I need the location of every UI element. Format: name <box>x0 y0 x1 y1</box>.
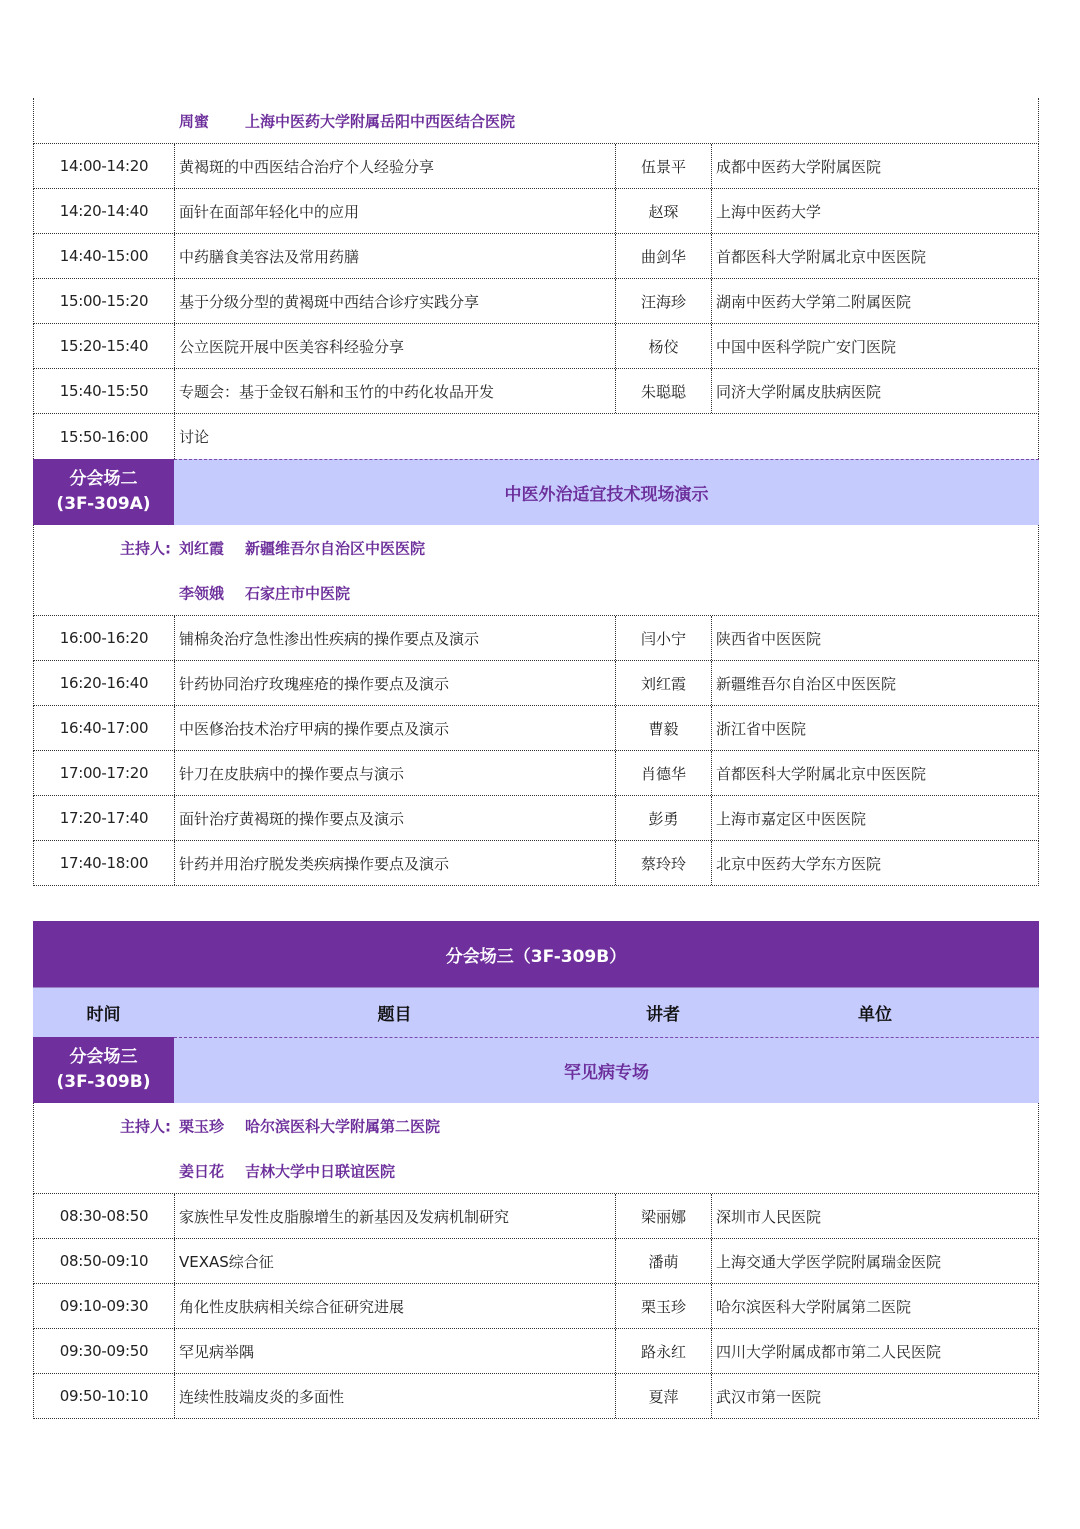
unit-cell: 新疆维吾尔自治区中医医院 <box>716 674 897 693</box>
speaker-cell: 栗玉珍 <box>616 1284 712 1328</box>
session3-hosts <box>33 1103 1039 1194</box>
time-cell: 14:40-15:00 <box>34 234 175 278</box>
col-header-time: 时间 <box>86 1005 121 1025</box>
topic-cell: 针刀在皮肤病中的操作要点与演示 <box>175 751 616 795</box>
unit-cell: 武汉市第一医院 <box>716 1387 822 1406</box>
table-row <box>33 661 1039 706</box>
session2-hosts <box>33 525 1039 616</box>
host-org: 哈尔滨医科大学附属第二医院 <box>245 1117 441 1135</box>
host-org: 上海中医药大学附属岳阳中西医结合医院 <box>245 112 516 130</box>
unit-cell: 北京中医药大学东方医院 <box>716 854 882 873</box>
time-cell: 15:50-16:00 <box>34 414 175 459</box>
host-label: 主持人: <box>120 539 171 557</box>
discussion-row <box>33 414 1039 459</box>
unit-cell: 首都医科大学附属北京中医医院 <box>716 764 927 783</box>
unit-cell: 上海交通大学医学院附属瑞金医院 <box>716 1252 942 1271</box>
time-cell: 14:20-14:40 <box>34 189 175 233</box>
column-headers <box>33 988 1039 1037</box>
session-tag-line1: 分会场二 <box>69 469 138 489</box>
time-cell: 17:40-18:00 <box>34 841 175 885</box>
speaker-cell: 夏萍 <box>616 1374 712 1418</box>
unit-cell: 哈尔滨医科大学附属第二医院 <box>716 1297 912 1316</box>
topic-cell: 面针治疗黄褐斑的操作要点及演示 <box>175 796 616 840</box>
time-cell: 09:50-10:10 <box>34 1374 175 1418</box>
unit-cell: 湖南中医药大学第二附属医院 <box>716 292 912 311</box>
unit-cell: 浙江省中医院 <box>716 719 807 738</box>
time-cell: 16:00-16:20 <box>34 616 175 660</box>
table-row <box>33 369 1039 414</box>
speaker-cell: 曹毅 <box>616 706 712 750</box>
speaker-cell: 刘红霞 <box>616 661 712 705</box>
host-label: 主持人: <box>120 1117 171 1135</box>
table-row <box>33 616 1039 661</box>
topic-cell: 铺棉灸治疗急性渗出性疾病的操作要点及演示 <box>175 616 616 660</box>
host-name: 李领娥 <box>179 584 225 602</box>
topic-cell: 罕见病举隅 <box>175 1329 616 1373</box>
session2-header <box>33 459 1039 525</box>
speaker-cell: 朱聪聪 <box>616 369 712 413</box>
host-name: 刘红霞 <box>179 539 225 557</box>
speaker-cell: 蔡玲玲 <box>616 841 712 885</box>
session-tag-line1: 分会场三 <box>69 1047 138 1067</box>
topic-cell: 中药膳食美容法及常用药膳 <box>175 234 616 278</box>
topic-cell: 面针在面部年轻化中的应用 <box>175 189 616 233</box>
table-row <box>33 1329 1039 1374</box>
table-row <box>33 751 1039 796</box>
speaker-cell: 闫小宁 <box>616 616 712 660</box>
topic-cell: 角化性皮肤病相关综合征研究进展 <box>175 1284 616 1328</box>
section-title: 分会场三（3F-309B） <box>33 921 1039 988</box>
topic-cell: 黄褐斑的中西医结合治疗个人经验分享 <box>175 144 616 188</box>
col-header-topic: 题目 <box>377 1005 412 1025</box>
session-tag-line2: (3F-309B) <box>56 1072 151 1092</box>
time-cell: 14:00-14:20 <box>34 144 175 188</box>
table-row <box>33 279 1039 324</box>
session2-title: 中医外治适宜技术现场演示 <box>174 459 1039 525</box>
time-cell: 08:30-08:50 <box>34 1194 175 1238</box>
unit-cell: 陕西省中医医院 <box>716 629 822 648</box>
table-row <box>33 234 1039 279</box>
table-row <box>33 841 1039 886</box>
topic-cell: 中医修治技术治疗甲病的操作要点及演示 <box>175 706 616 750</box>
topic-cell: 专题会：基于金钗石斛和玉竹的中药化妆品开发 <box>175 369 616 413</box>
host-org: 吉林大学中日联谊医院 <box>245 1162 396 1180</box>
table-row <box>33 189 1039 234</box>
session3-tag <box>33 1037 174 1103</box>
host-name: 姜日花 <box>179 1162 225 1180</box>
speaker-cell: 杨佼 <box>616 324 712 368</box>
session3-table <box>33 921 1039 1419</box>
col-header-unit: 单位 <box>858 1005 892 1025</box>
unit-cell: 上海中医药大学 <box>716 202 822 221</box>
time-cell: 09:10-09:30 <box>34 1284 175 1328</box>
session1-tail <box>33 98 1039 886</box>
table-row <box>33 1374 1039 1419</box>
topic-cell: 讨论 <box>179 428 210 446</box>
time-cell: 16:20-16:40 <box>34 661 175 705</box>
time-cell: 15:40-15:50 <box>34 369 175 413</box>
speaker-cell: 路永红 <box>616 1329 712 1373</box>
col-header-speaker: 讲者 <box>646 1005 680 1025</box>
speaker-cell: 伍景平 <box>616 144 712 188</box>
topic-cell: 基于分级分型的黄褐斑中西结合诊疗实践分享 <box>175 279 616 323</box>
speaker-cell: 彭勇 <box>616 796 712 840</box>
time-cell: 15:20-15:40 <box>34 324 175 368</box>
table-row <box>33 706 1039 751</box>
unit-cell: 上海市嘉定区中医医院 <box>716 809 867 828</box>
speaker-cell: 梁丽娜 <box>616 1194 712 1238</box>
topic-cell: 连续性肢端皮炎的多面性 <box>175 1374 616 1418</box>
session3-header <box>33 1037 1039 1103</box>
topic-cell: VEXAS综合征 <box>175 1239 616 1283</box>
time-cell: 08:50-09:10 <box>34 1239 175 1283</box>
table-row <box>33 1239 1039 1284</box>
time-cell: 09:30-09:50 <box>34 1329 175 1373</box>
session2-tag <box>33 459 174 525</box>
unit-cell: 首都医科大学附属北京中医医院 <box>716 247 927 266</box>
unit-cell: 中国中医科学院广安门医院 <box>716 337 897 356</box>
speaker-cell: 潘萌 <box>616 1239 712 1283</box>
unit-cell: 同济大学附属皮肤病医院 <box>716 382 882 401</box>
unit-cell: 深圳市人民医院 <box>716 1207 822 1226</box>
table-row <box>33 144 1039 189</box>
host-org: 石家庄市中医院 <box>245 584 351 602</box>
host-name: 栗玉珍 <box>179 1117 225 1135</box>
speaker-cell: 曲剑华 <box>616 234 712 278</box>
speaker-cell: 汪海珍 <box>616 279 712 323</box>
session3-title: 罕见病专场 <box>174 1037 1039 1103</box>
table-row <box>33 1284 1039 1329</box>
topic-cell: 针药协同治疗玫瑰痤疮的操作要点及演示 <box>175 661 616 705</box>
topic-cell: 公立医院开展中医美容科经验分享 <box>175 324 616 368</box>
time-cell: 17:20-17:40 <box>34 796 175 840</box>
table-row <box>33 796 1039 841</box>
host-name: 周蜜 <box>179 112 210 130</box>
time-cell: 16:40-17:00 <box>34 706 175 750</box>
table-row <box>33 324 1039 369</box>
table-row <box>33 1194 1039 1239</box>
topic-cell: 针药并用治疗脱发类疾病操作要点及演示 <box>175 841 616 885</box>
session-tag-line2: (3F-309A) <box>56 494 151 514</box>
host-continuation <box>33 98 1039 144</box>
time-cell: 17:00-17:20 <box>34 751 175 795</box>
speaker-cell: 肖德华 <box>616 751 712 795</box>
unit-cell: 成都中医药大学附属医院 <box>716 157 882 176</box>
host-org: 新疆维吾尔自治区中医医院 <box>245 539 426 557</box>
time-cell: 15:00-15:20 <box>34 279 175 323</box>
topic-cell: 家族性早发性皮脂腺增生的新基因及发病机制研究 <box>175 1194 616 1238</box>
unit-cell: 四川大学附属成都市第二人民医院 <box>716 1342 942 1361</box>
speaker-cell: 赵琛 <box>616 189 712 233</box>
